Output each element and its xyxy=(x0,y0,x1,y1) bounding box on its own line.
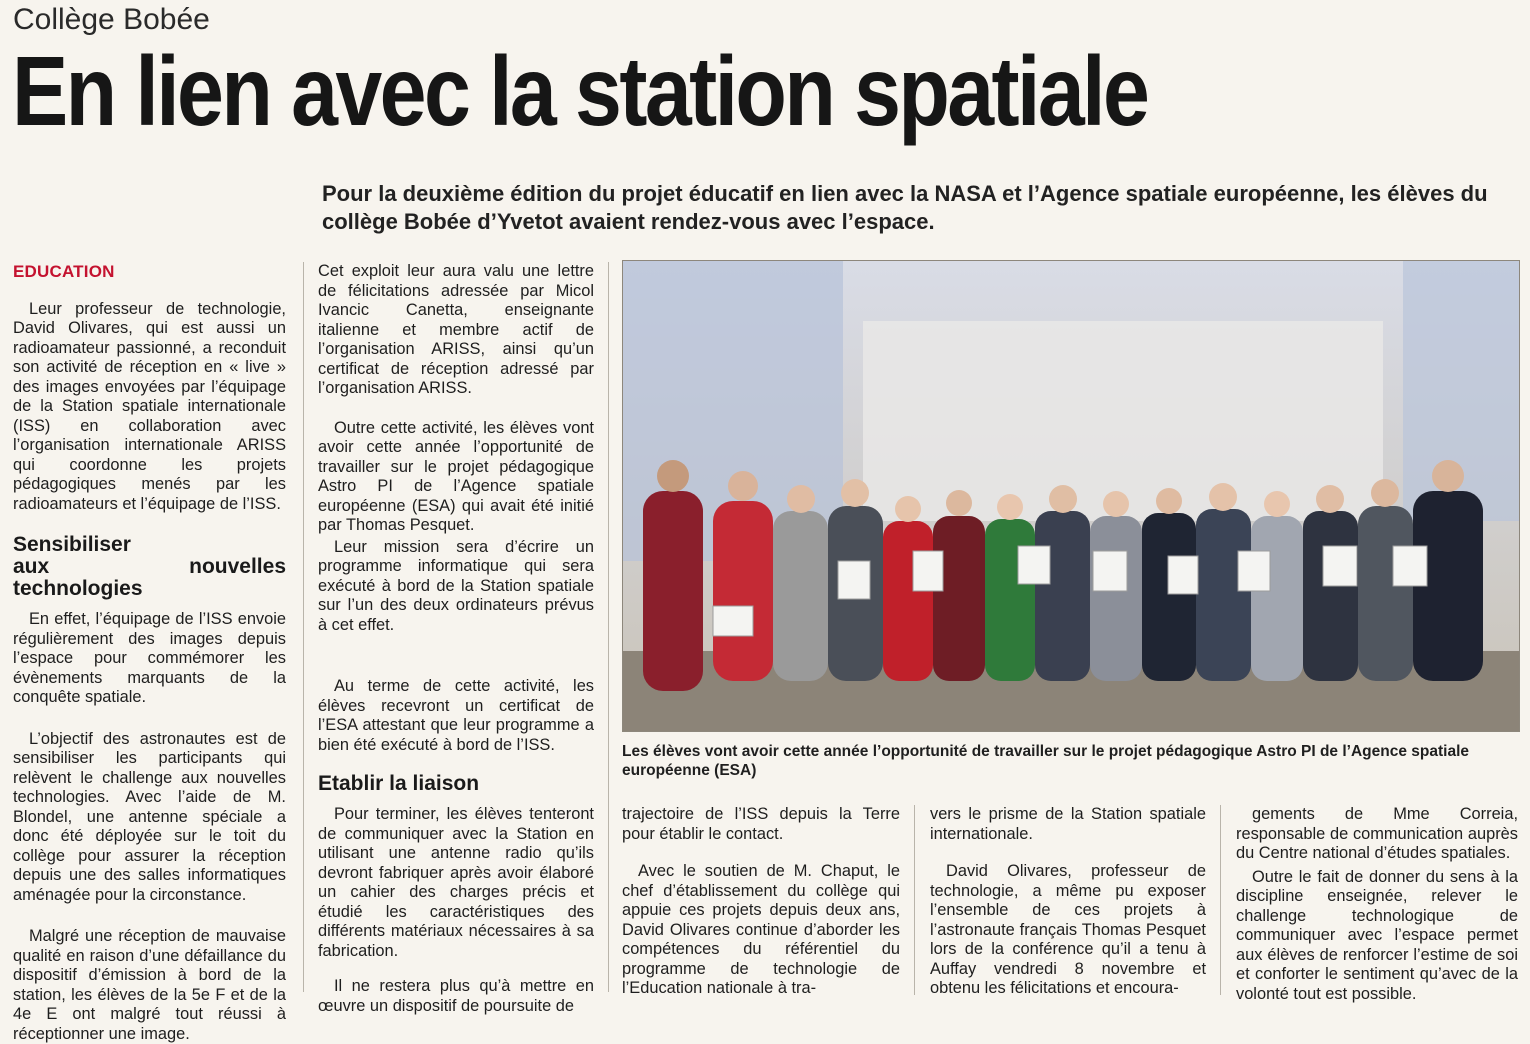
column-5 xyxy=(1236,805,1518,1004)
subheading: Etablir la liaison xyxy=(318,772,480,795)
column-3 xyxy=(622,805,900,999)
paragraph: vers le prisme de la Station spatiale internationale. xyxy=(930,805,1206,843)
paragraph: gements de Mme Correia, responsable de communication auprès du Centre national d’études spatiales. xyxy=(1236,805,1518,862)
column-4 xyxy=(930,805,1206,999)
column-divider xyxy=(303,262,304,992)
group-photo xyxy=(622,260,1520,732)
paragraph: Avec le soutien de M. Chaput, le chef d’établissement du collège qui appuie ces projets depuis deux ans, David Olivares continue d’aborder les compétences du référentiel du programme de technologie de l’Education nationale à tra- xyxy=(622,862,900,997)
paragraph: L’objectif des astronautes est de sensibiliser les participants qui relèvent le challenge aux nouvelles technologies. Avec l’aide de M. Blondel, une antenne spéciale a donc été déployée sur le toit du collège pour assurer la réception depuis une des salles informatiques aménagée pour la circonstance. xyxy=(13,729,286,904)
paragraph: trajectoire de l’ISS depuis la Terre pour établir le contact. xyxy=(622,805,900,843)
subheading xyxy=(13,534,286,600)
paragraph: Au terme de cette activité, les élèves recevront un certificat de l’ESA attestant que leur programme a bien été exécuté à bord de l’ISS. xyxy=(318,677,594,754)
column-2 xyxy=(318,262,594,1016)
column-divider xyxy=(608,262,609,992)
paragraph: Pour terminer, les élèves tenteront de communiquer avec la Station en utilisant une antenne radio qu’ils devront fabriquer après avoir élaboré un cahier des charges précis et étudié les caractéristiques des différents matériaux nécessaires à sa fabrication. xyxy=(318,805,594,960)
headline: En lien avec la station spatiale xyxy=(12,36,1148,146)
paragraph: Outre cette activité, les élèves vont avoir cette année l’opportunité de travailler sur le projet pédagogique Astro PI de l’Agence spatiale européenne (ESA) qui avait été initié par Thomas Pesquet. xyxy=(318,418,594,534)
paragraph: Leur mission sera d’écrire un programme informatique qui sera exécuté à bord de la Station spatiale sur l’un des deux ordinateurs prévus à cet effet. xyxy=(318,537,594,634)
paragraph: Leur professeur de technologie, David Olivares, qui est aussi un radioamateur passionné, a reconduit son activité de réception en « live » des images envoyées par l’équipage de la Station spatiale internationale (ISS) en collaboration avec l’organisation internationale ARISS qui coordonne les projets pédagogiques menés par les radioamateurs et l’équipage de l’ISS. xyxy=(13,299,286,513)
paragraph: David Olivares, professeur de technologie, a même pu exposer l’ensemble de ces projets à l’astronaute français Thomas Pesquet lors de la conférence qu’il a tenu à Auffay vendredi 8 novembre et obtenu les félicitations et encoura- xyxy=(930,862,1206,997)
paragraph: Cet exploit leur aura valu une lettre de félicitations adressée par Micol Ivancic Canetta, enseignante italienne et membre actif de l’organisation ARISS, ainsi qu’un certificat de réception adressé par l’organisation ARISS. xyxy=(318,262,594,397)
paragraph: Outre le fait de donner du sens à la discipline enseignée, relever le challenge technologique de communiquer avec l’espace permet aux élèves de renforcer l’estime de soi et conforter le sentiment qu’avec de la volonté tout est possible. xyxy=(1236,867,1518,1003)
photo-caption: Les élèves vont avoir cette année l’opportunité de travailler sur le projet pédagogique Astro PI de l’Agence spatiale européenne (ESA) xyxy=(622,743,1469,779)
paragraph: Il ne restera plus qu’à mettre en œuvre un dispositif de poursuite de xyxy=(318,977,594,1015)
lede: Pour la deuxième édition du projet éducatif en lien avec la NASA et l’Agence spatiale européenne, les élèves du collège Bobée d’Yvetot avaient rendez-vous avec l’espace. xyxy=(322,181,1488,234)
section-rubric: EDUCATION xyxy=(13,262,115,281)
subheading-line-2: aux nouvelles technologies xyxy=(13,555,286,600)
paragraph: Malgré une réception de mauvaise qualité en raison d’une défaillance du dispositif d’émission à bord de la station, les élèves de la 5e F et de la 4e E ont malgré tout réussi à réceptionner une image. xyxy=(13,927,286,1043)
column-divider xyxy=(1220,805,1221,995)
group-photo-illustration xyxy=(623,261,1519,731)
kicker: Collège Bobée xyxy=(13,3,210,36)
paragraph: En effet, l’équipage de l’ISS envoie régulièrement des images depuis l’espace pour commémorer les évènements marquants de la conquête spatiale. xyxy=(13,610,286,706)
column-1 xyxy=(13,262,286,1044)
subheading-line-1: Sensibiliser xyxy=(13,533,131,556)
column-divider xyxy=(914,805,915,995)
